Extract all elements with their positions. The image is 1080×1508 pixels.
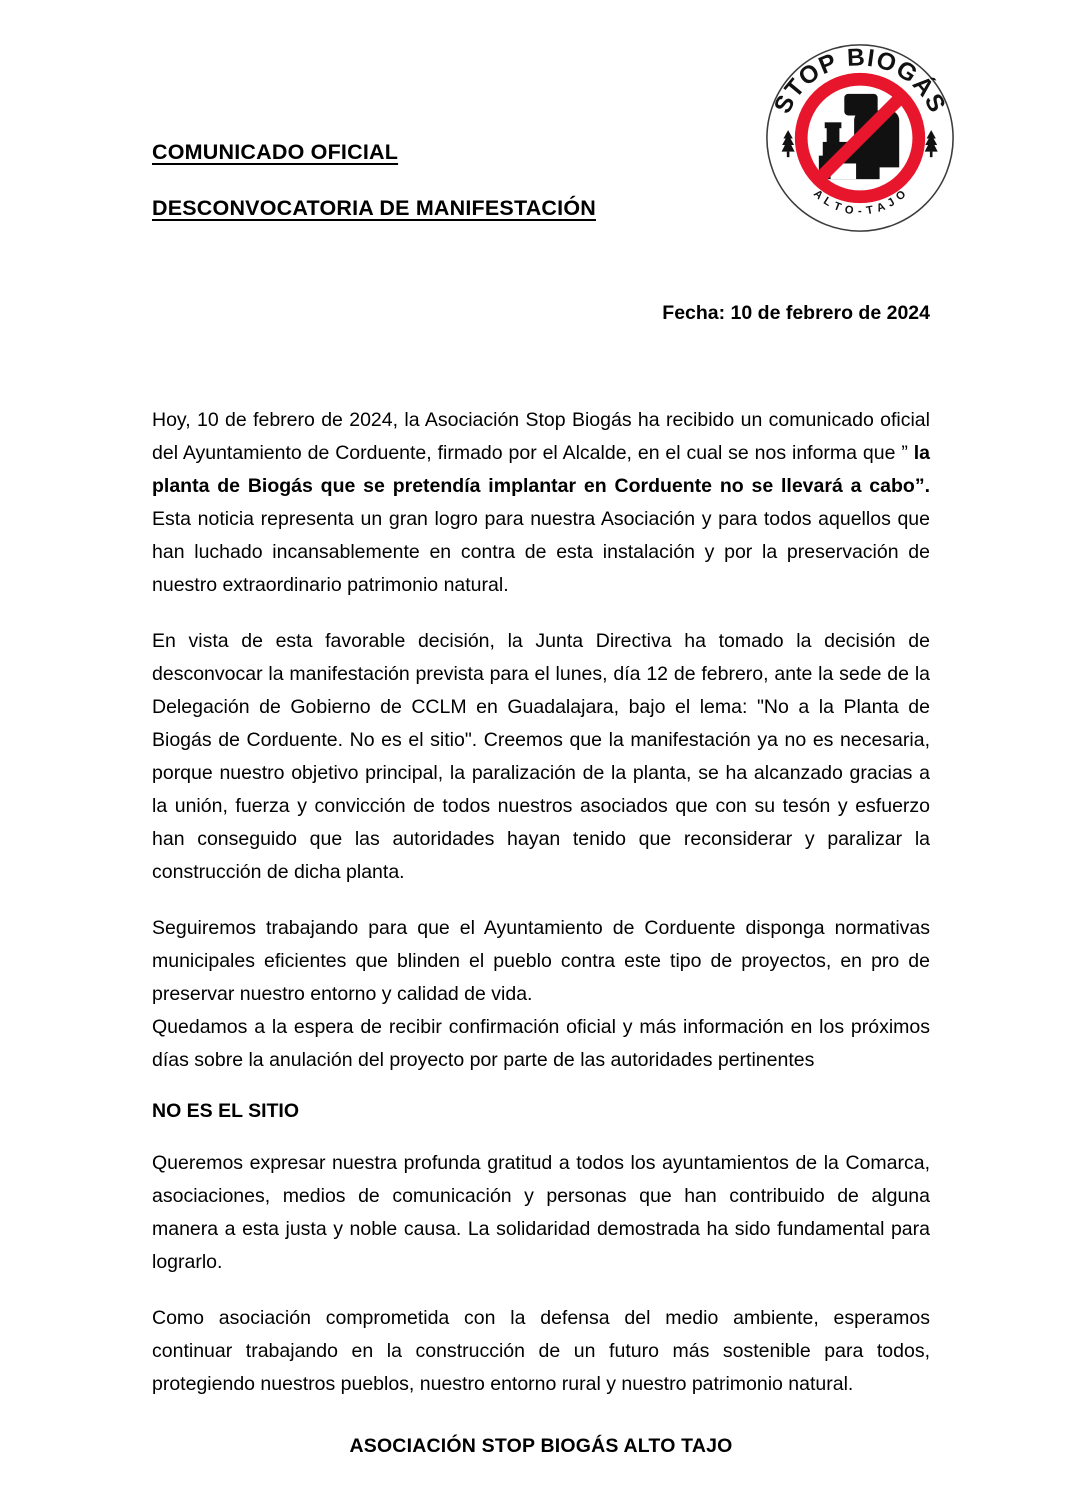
date-line: Fecha: 10 de febrero de 2024: [662, 302, 930, 324]
page-title-comunicado-oficial: COMUNICADO OFICIAL: [152, 140, 399, 164]
logo-top-text: STOP BIOGÁS: [769, 44, 951, 118]
stop-biogas-logo: [762, 40, 958, 236]
paragraph-1-text-after-bold: Esta noticia representa un gran logro para nuestra Asociación y para todos aquellos que han luchado incansablemente en contra de esta instalación y por la preservación de nuestro extraordinario patrimonio natural.: [152, 508, 930, 596]
paragraph-1-text-before-bold: Hoy, 10 de febrero de 2024, la Asociación Stop Biogás ha recibido un comunicado oficial del Ayuntamiento de Corduente, firmado por el Alcalde, en el cual se nos informa que ”: [152, 409, 930, 464]
paragraph-1-bold-quote: la planta de Biogás que se pretendía implantar en Corduente no se llevará a cabo”.: [152, 442, 930, 497]
paragraph-5: Queremos expresar nuestra profunda gratitud a todos los ayuntamientos de la Comarca, asociaciones, medios de comunicación y personas que han contribuido de alguna manera a esta justa y noble causa. La solidaridad demostrada ha sido fundamental para lograrlo.: [152, 1152, 930, 1273]
paragraph-4: Quedamos a la espera de recibir confirmación oficial y más información en los próximos días sobre la anulación del proyecto por parte de las autoridades pertinentes: [152, 1016, 930, 1071]
section-heading-no-es-el-sitio: NO ES EL SITIO: [152, 1100, 300, 1122]
paragraph-1: [152, 404, 930, 602]
paragraph-6: Como asociación comprometida con la defensa del medio ambiente, esperamos continuar trabajando en la construcción de un futuro más sostenible para todos, protegiendo nuestros pueblos, nuestro entorno rural y nuestro patrimonio natural.: [152, 1307, 930, 1395]
signature-line: ASOCIACIÓN STOP BIOGÁS ALTO TAJO: [349, 1435, 733, 1457]
document-body: [152, 404, 930, 1458]
page-subtitle-desconvocatoria: DESCONVOCATORIA DE MANIFESTACIÓN: [152, 196, 596, 220]
paragraph-2: En vista de esta favorable decisión, la Junta Directiva ha tomado la decisión de desconvocar la manifestación prevista para el lunes, día 12 de febrero, ante la sede de la Delegación de Gobierno de CCLM en Guadalajara, bajo el lema: "No a la Planta de Biogás de Corduente. No es el sitio". Creemos que la manifestación ya no es necesaria, porque nuestro objetivo principal, la paralización de la planta, se ha alcanzado gracias a la unión, fuerza y convicción de todos nuestros asociados que con su tesón y esfuerzo han conseguido que las autoridades hayan tenido que reconsiderar y paralizar la construcción de dicha planta.: [152, 630, 930, 883]
logo-bottom-text: A L T O - T A J O: [810, 187, 910, 218]
paragraph-3: Seguiremos trabajando para que el Ayuntamiento de Corduente disponga normativas municipales eficientes que blinden el pueblo contra este tipo de proyectos, en pro de preservar nuestro entorno y calidad de vida.: [152, 917, 930, 1005]
